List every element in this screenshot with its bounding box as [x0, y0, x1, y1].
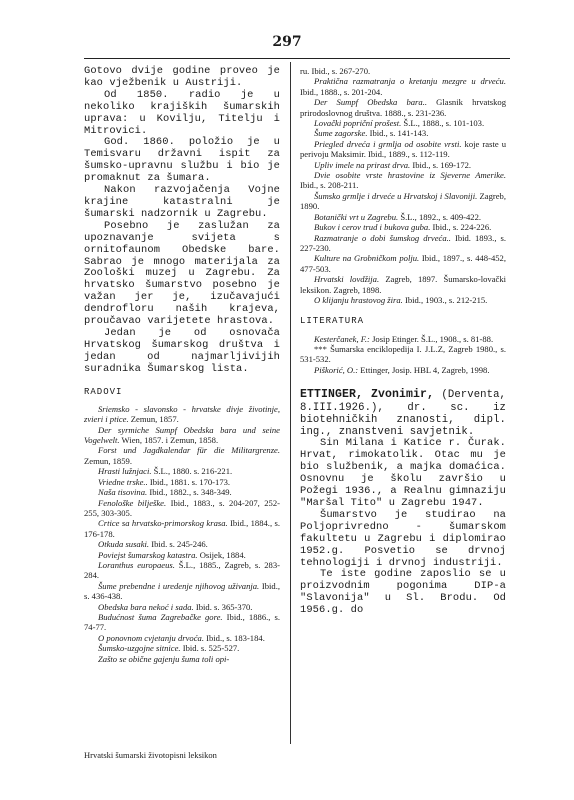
bib-title: Lovački popriční prošest. — [314, 118, 402, 129]
bib-entry — [300, 128, 506, 138]
bib-title: O klijanju hrastovog žira. — [314, 294, 403, 305]
bib-info: Š.L., 1892., s. 409-422. — [398, 211, 482, 222]
bib-entry — [84, 602, 280, 612]
bib-entry — [300, 253, 506, 274]
bib-info: Ibid., 1881. s. 170-173. — [147, 476, 231, 487]
bib-title: Botanički vrt u Zagrebu. — [314, 211, 399, 222]
bib-entry — [300, 139, 506, 160]
bib-title: Hrasti lužnjaci. — [98, 466, 152, 477]
bib-title: Bukov i cerov trud i bukova guba. — [314, 222, 431, 233]
bib-title: Dvie osobite vrste hrastovine iz Sjeverne Amerike. — [314, 170, 506, 181]
bib-info: Ibid., 1884., s. 176-178. — [84, 518, 281, 539]
bib-info: Zemun, 1859. — [84, 455, 132, 466]
bib-info: koje raste u perivoju Maksimir. Ibid., 1889., s. 112-119. — [300, 138, 506, 160]
lit-entry — [300, 334, 506, 344]
bib-info: Zagreb, 1890. — [300, 190, 506, 212]
bib-title: Praktična razmatranja o kretanju mezgre u drveću. — [314, 76, 506, 87]
bib-entry — [300, 170, 506, 191]
literature-heading: LITERATURA — [300, 316, 365, 327]
bib-entry — [84, 445, 280, 466]
bib-entry — [84, 425, 280, 446]
lit-author: Kesterčanek, F.: — [314, 333, 370, 344]
bib-entry — [84, 518, 280, 539]
works-list — [84, 404, 280, 664]
entry-intro: (Derventa, 8.III.1926.), dr. sc. iz biotehničkih znanosti, dipl. ing., znanstveni savjetnik. — [300, 389, 506, 439]
paragraph: Od 1850. radio je u nekoliko krajiških šumarskih uprava: u Kovilju, Titelju i Mitrovici. — [84, 88, 280, 137]
bib-entry — [84, 560, 280, 581]
bib-title: Obedska bara nekoć i sada. — [98, 601, 194, 612]
bib-info: Ibid., 1903., s. 212-215. — [402, 294, 488, 305]
bib-title: Hrvatski lovdžija. — [314, 274, 380, 285]
bib-title: Upliv imele na prirast drva. — [314, 159, 411, 170]
bib-info: Ibid. s. 245-246. — [149, 539, 208, 550]
bib-entry — [84, 498, 280, 519]
works-heading: RADOVI — [84, 386, 123, 397]
bib-entry — [300, 191, 506, 212]
left-column — [84, 66, 280, 664]
bib-title: Naša tisovina. — [98, 487, 148, 498]
bib-info: Ibid., s. 183-184. — [203, 632, 265, 643]
bib-entry — [84, 612, 280, 633]
works-list-continued — [300, 66, 506, 305]
lit-author: Piškorić, O.: — [314, 364, 359, 375]
bib-info: Ibid., 1886., s. 74-77. — [84, 611, 281, 633]
bib-info: Š.L., 1888., s. 101-103. — [401, 118, 485, 129]
bib-entry — [84, 581, 280, 602]
bib-title: Der syrmiche Sumpf Obedska bara und seine Vogelwelt. — [84, 424, 280, 446]
paragraph: Posebno je zaslužan za upoznavanje svijeta s ornitofaunom Obedske bare. Sabrao je mnogo materijala za Zoološki muzej u Zagrebu. Za hrvatsko šumarstvo posebno je važan jer je, izučavajući dendrofloru naših krajeva, proučavao varijetete hrastova. — [84, 219, 280, 328]
bib-info: Ibid., s. 224-226. — [430, 222, 492, 233]
bib-title: Vriedne trske.. — [98, 476, 148, 487]
bib-entry — [84, 477, 280, 487]
bib-info: Ibid. s. 525-527. — [180, 643, 240, 654]
column-divider — [290, 62, 291, 744]
paragraph: God. 1860. položio je u Temisvaru državni ispit za šumsko-upravnu službu i bio je promaknut za šumara. — [84, 136, 280, 185]
lit-info: Josip Etinger. Š.L., 1908., s. 81-88. — [369, 333, 494, 344]
lit-entry — [300, 344, 506, 365]
bib-title: Kulture na Grobničkom polju. — [314, 253, 420, 264]
bib-title: Crtice sa hrvatsko-primorskog krasa. — [98, 518, 228, 529]
bib-info: Š.L., 1880. s. 216-221. — [151, 466, 233, 477]
bib-entry — [300, 97, 506, 118]
bib-title: Šumsko-uzgojne sitnice. — [98, 643, 181, 654]
bib-entry — [300, 212, 506, 222]
bib-entry — [300, 274, 506, 295]
bib-info: Zemun, 1857. — [128, 414, 179, 425]
bib-info: Zagreb, 1897. Šumarsko-lovački leksikon. Zagreb, 1898. — [300, 274, 507, 295]
bib-entry — [84, 466, 280, 476]
bib-title: Forst und Jagdkalendar für die Militargrenze. — [98, 445, 280, 456]
paragraph: Jedan je od osnovača Hrvatskog šumarskog društva i jedan od najmarljivijih suradnika Šumarskog lista. — [84, 326, 280, 375]
lit-entry — [300, 365, 506, 375]
bib-title: O ponovnom cvjetanju drvoća. — [98, 632, 204, 643]
bib-title: Fenološke bilješke. — [98, 497, 167, 508]
bib-title: Šume zagorske. — [314, 128, 368, 139]
bib-info: Ibid., s. 436-438. — [84, 580, 280, 602]
paragraph: Šumarstvo je studirao na Poljoprivredno - šumarskom fakultetu u Zagrebu i diplomirao 1952.g. Posvetio se drvnoj tehnologiji i drvnoj industriji. — [300, 508, 506, 569]
bib-entry — [84, 643, 280, 653]
entry-heading — [300, 389, 506, 438]
bib-title: Budućnost šuma Zagrebačke gore. — [98, 611, 223, 622]
bib-title: Der Sumpf Obedska bara.. — [314, 97, 427, 108]
bib-entry — [84, 404, 280, 425]
new-entry — [300, 389, 506, 617]
bib-title: Zašto se obične gajenju šuma toli opi- — [98, 653, 230, 664]
bib-info: Osijek, 1884. — [197, 549, 246, 560]
paragraph: Nakon razvojačenja Vojne krajine katastralni je šumarski nadzornik u Zagrebu. — [84, 184, 280, 220]
bib-entry — [84, 487, 280, 497]
bib-title: Priegled drveća i grmlja od osobite vrsti. — [314, 138, 462, 149]
bib-title: Šumsko grmlje i drveće u Hrvatskoj i Slavoniji. — [314, 190, 478, 201]
literature-list — [300, 334, 506, 376]
biography-text — [84, 66, 280, 376]
bib-info: ru. Ibid., s. 267-270. — [300, 66, 371, 76]
bib-entry — [300, 160, 506, 170]
bib-info: Ibid., 1883., s. 204-207, 252-255, 303-305. — [84, 497, 281, 518]
bib-entry — [300, 66, 506, 76]
bib-entry — [84, 550, 280, 560]
bib-info: Ibid., s. 208-211. — [300, 180, 359, 191]
bib-entry — [84, 539, 280, 549]
bib-entry — [300, 118, 506, 128]
bib-info: Wien, 1857. i Zemun, 1858. — [119, 435, 219, 446]
top-rule — [84, 58, 510, 59]
lit-info: Ettinger, Josip. HBL 4, Zagreb, 1998. — [358, 364, 490, 375]
paragraph: Te iste godine zaposlio se u proizvodnim pogonima DIP-a "Slavonija" u Sl. Brodu. Od 1956.g. do — [300, 568, 506, 617]
paragraph: Sin Milana i Katice r. Čurak. Hrvat, rimokatolik. Otac mu je bio službenik, a majka domaćica. Osnovnu je školu završio u Požegi 1936., a Realnu gimnaziju "Maršal Tito" u Zagrebu 1947. — [300, 437, 506, 509]
paragraph: Gotovo dvije godine proveo je kao vježbenik u Austriji. — [84, 65, 280, 89]
lit-info: *** Šumarska enciklopedija I. J.L.Z, Zagreb 1980., s. 531-532. — [300, 344, 506, 365]
page-number: 297 — [272, 34, 302, 50]
bib-entry — [84, 654, 280, 664]
bib-info: Ibid., s. 141-143. — [367, 128, 429, 139]
right-column — [300, 66, 506, 617]
bib-info: Š.L., 1885., Zagreb, s. 283-284. — [84, 559, 280, 581]
bib-entry — [300, 76, 506, 97]
footer-title: Hrvatski šumarski životopisni leksikon — [84, 750, 217, 760]
bib-info: Ibid. s. 365-370. — [193, 601, 253, 612]
bib-title: Razmatranje o dobi šumskog drveća.. — [314, 232, 451, 243]
bib-info: Ibid., 1897., s. 448-452, 477-503. — [300, 253, 506, 274]
bib-info: Ibid., s. 169-172. — [410, 159, 472, 170]
bib-info: Ibid., 1888., s. 201-204. — [300, 86, 383, 97]
bib-info: Glasnik hrvatskog prirodoslovnog društva. 1888., s. 231-236. — [300, 97, 506, 118]
bib-entry — [300, 222, 506, 232]
bib-entry — [84, 633, 280, 643]
bib-title: Sriemsko - slavonsko - hrvatske divje životinje, zvieri i ptice. — [84, 403, 280, 425]
entry-name: ETTINGER, Zvonimir, — [300, 388, 434, 402]
bib-title: Šume prebendne i uredenje njihovog uživanja. — [98, 580, 260, 591]
bib-title: Otkuda susaki. — [98, 539, 150, 550]
bib-info: Ibid., 1882., s. 348-349. — [147, 487, 232, 498]
bib-title: Loranthus europaeus. — [98, 559, 175, 570]
bib-entry — [300, 295, 506, 305]
bib-title: Poviejst šumarskog katastra. — [98, 549, 198, 560]
bib-entry — [300, 233, 506, 254]
bib-info: Ibid. 1893., s. 227-230. — [300, 232, 506, 253]
